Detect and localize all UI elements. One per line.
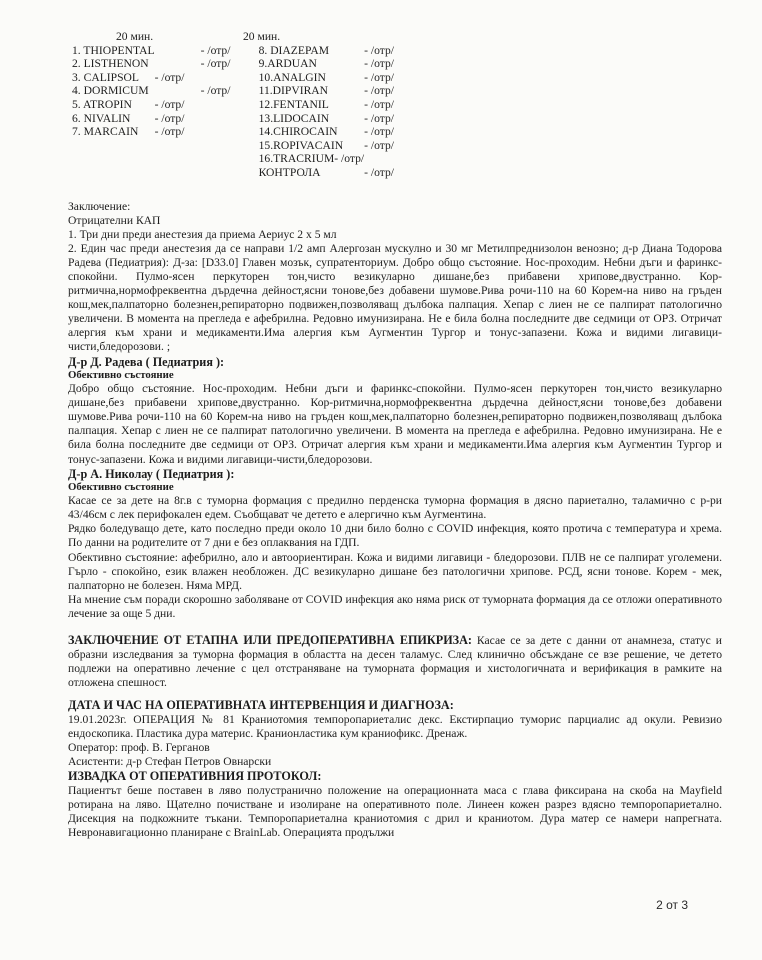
time-header: 20 мин. [116,30,154,43]
section-subheading: Обективно състояние [68,369,174,382]
section-text: Касае се за дете на 8г.в с туморна формация с предилно перденска туморна формация в дясно париетално, таламично с р-ри 43/46см с лек перифокален едем. Съобщават че детето е алергично към Аугментина. [68,494,722,522]
drug-result [201,112,259,126]
conclusion-section [68,200,722,355]
drug-result: - /отр/ [364,138,394,152]
section-text: На мнение съм поради скорошно заболяване от COVID инфекция ако няма риск от туморната формация да се отложи оперативното лечение за още 5 дни. [68,592,722,620]
drug-result: - /отр/ [364,43,394,57]
drug-result: - /отр/ [364,84,394,98]
section-subheading: Обективно състояние [68,481,174,494]
drug-row [72,57,424,71]
operation-section [68,698,722,769]
drug-name [72,152,155,166]
drug-name: 6. NIVALIN [72,111,131,125]
drug-result: - /отр/ [200,43,231,57]
drug-result: - /отр/ [200,57,231,71]
drug-result: - /отр/ [154,97,185,111]
section-text: Рядко боледуващо дете, като последно преди около 10 дни било болно с COVID инфекция, която протича с температура и хрема. По данни на родителите от 7 дни е без оплаквания на ГДП. [68,522,722,550]
nikolau-section [68,467,722,621]
section-heading: ЗАКЛЮЧЕНИЕ ОТ ЕТАПНА ИЛИ ПРЕДОПЕРАТИВНА ЕПИКРИЗА: [68,632,472,647]
drug-name: 11.DIPVIRAN [258,84,329,98]
drug-result [155,57,201,71]
drug-result: - /отр/ [364,125,394,139]
drug-row [72,166,424,180]
drug-result [155,84,201,98]
drug-name: КОНТРОЛА [258,165,321,179]
drug-list [72,44,424,180]
drug-name: 4. DORMICUM [72,84,149,98]
conclusion-item: 1. Три дни преди анестезия да приема Аериус 2 х 5 мл [68,227,337,241]
drug-name: 8. DIAZEPAM [258,43,330,57]
drug-result: - /отр/ [364,70,394,84]
drug-row [72,125,424,139]
conclusion-item: 2. Един час преди анестезия да се направи 1/2 амп Алергозан мускулно и 30 мг Метилпреднизолон венозно; д-р Диана Тодорова Радева (Педиатрия): Д-за: [D33.0] Главен мозък, супратенториум. Добро общо състояние. Нос-проходим. Небни дъги и фаринкс-спокойни. Пулмо-ясен перкуторен тон,чисто везикуларно дишане,без прибавени хрипове,двустранно. Кор-ритмична,нормофреквентна дърдечна дейност,ясни тонове,без добавени шумове.Рива рочи-110 на 60 Корем-на ниво на гръден кош,мек,палпаторно болезнен,репираторно подвижен,позволяващ дълбока палпация. Хепар с лиен не се палпират патологично увеличени. В момента на прегледа е афебрилна. Редовно имунизирана. Не е била болна последните две седмици от ОРЗ. Отричат алергия към храни и медикаменти.Има алергия към Аугментин Тургор и тонус-запазени. Кожа и видими лигавици-чисти,бледорозови. ; [68,241,722,354]
section-text: Добро общо състояние. Нос-проходим. Небни дъги и фаринкс-спокойни. Пулмо-ясен перкуторен тон,чисто везикуларно дишане,без прибавени хрипове,двустранно. Кор-ритмична,нормофреквентна дърдечна дейност,ясни тонове,без добавени шумове.Рива рочи-110 на 60 Корем-на ниво на гръден кош,мек,палпаторно болезнен,репираторно подвижен,позволяващ дълбока палпация. Хепар с лиен не се палпират патологично увеличени. В момента на прегледа е афебрилна. Редовно имунизирана. Не е била болна последните две седмици от ОРЗ. Отричат алергия към храни и медикаменти.Има алергия към Аугментин Тургор и тонус-запазени. Кожа и видими лигавици-чисти,бледорозови. [68,382,722,466]
drug-result [201,139,259,153]
section-heading: ДАТА И ЧАС НА ОПЕРАТИВНАТА ИНТЕРВЕНЦИЯ И ДИАГНОЗА: [68,698,454,713]
drug-name [72,139,155,153]
drug-row [72,139,424,153]
drug-result [155,44,201,58]
section-text: 19.01.2023г. ОПЕРАЦИЯ № 81 Краниотомия темпоропариеталис декс. Екстирпацио тумориc парциалис ад окули. Ревизио ендоскопика. Пластика дура материс. Кранионластика кум краниофикс. Дренаж. [68,712,722,740]
section-text: Касае се за дете с данни от анамнеза, статус и образни изследвания за туморна формация в областта на десен таламус. След клинично обсъждане се взе решение, че детето подлежи на оперативно лечение с цел отстраняване на туморната формация и хистологичната и верификация в рамките на отложена спешност. [68,633,722,690]
drug-result: - /отр/ [200,84,231,98]
drug-result [155,139,201,153]
drug-name: 3. CALIPSOL [72,70,139,84]
drug-result [201,152,259,166]
section-text: Обективно състояние: афебрилно, ало и автоориентиран. Кожа и видими лигавици - бледорозови. ПЛВ не се палпират уголемени. Гърло - спокойно, език влажен необложен. ДС везикуларно дишане без патологични хрипове. РСД, ясни тонове. Корем - мек, палпаторно не болезен. Няма МРД. [68,550,722,592]
epicrisis-section [68,633,722,690]
drug-name: 15.ROPIVACAIN [258,138,344,152]
drug-result [364,152,424,166]
drug-name: 13.LIDOCAIN [258,111,330,125]
drug-test-table [72,30,395,44]
drug-row [72,44,424,58]
protocol-section [68,769,722,840]
drug-result: - /отр/ [364,165,394,179]
section-heading: Д-р Д. Радева ( Педиатрия ): [68,354,225,369]
drug-result [201,125,259,139]
drug-row [72,84,424,98]
radeva-section [68,355,722,467]
drug-name: 2. LISTHENON [72,57,149,71]
assistants-line: Асистенти: д-р Стефан Петров Овнарски [68,755,272,769]
time-header: 20 мин. [243,30,281,43]
conclusion-label: Заключение: [68,199,131,213]
drug-name: 10.ANALGIN [258,70,326,84]
drug-name: 12.FENTANIL [258,97,329,111]
drug-name: 7. MARCAIN [72,125,139,139]
drug-name: 16.TRACRIUM- /отр/ [258,152,365,166]
time-header-row [72,30,395,44]
drug-name: 5. ATROPIN [72,97,132,111]
drug-row [72,112,424,126]
drug-name: 1. THIOPENTAL [72,43,155,57]
drug-result: - /отр/ [364,57,394,71]
drug-result [201,98,259,112]
drug-name: 9.ARDUAN [258,57,317,71]
drug-result: - /отр/ [154,111,185,125]
drug-result [201,71,259,85]
drug-result: - /отр/ [364,111,394,125]
section-text: Пациентът беше поставен в ляво полустранично положение на операционната маса с глава фиксирана на скоба на Mayfield ротирана на ляво. Щателно почистване и изолиране на оперативното поле. Линеен кожен разрез вдясно темпоропариетално. Дисекция на подкожните тъкани. Темпоропариетална краниотомия с дрил и краниотом. Дура матер се намери напрегната. Невронавигационно планиране с BrainLab. Операцията продължи [68,783,722,839]
drug-result: - /отр/ [154,125,185,139]
drug-result [201,166,259,180]
drug-name: 14.CHIROCAIN [258,125,338,139]
drug-name [72,166,155,180]
drug-result: - /отр/ [364,97,394,111]
section-heading: ИЗВАДКА ОТ ОПЕРАТИВНИЯ ПРОТОКОЛ: [68,769,322,784]
drug-result: - /отр/ [154,70,185,84]
drug-row [72,71,424,85]
section-heading: Д-р А. Николау ( Педиатрия ): [68,466,235,481]
drug-result [155,166,201,180]
drug-result [155,152,201,166]
operator-line: Оператор: проф. В. Герганов [68,741,210,755]
conclusion-line: Отрицателни КАП [68,213,161,227]
drug-row [72,98,424,112]
page-number: 2 от 3 [656,898,688,912]
drug-row [72,152,424,166]
